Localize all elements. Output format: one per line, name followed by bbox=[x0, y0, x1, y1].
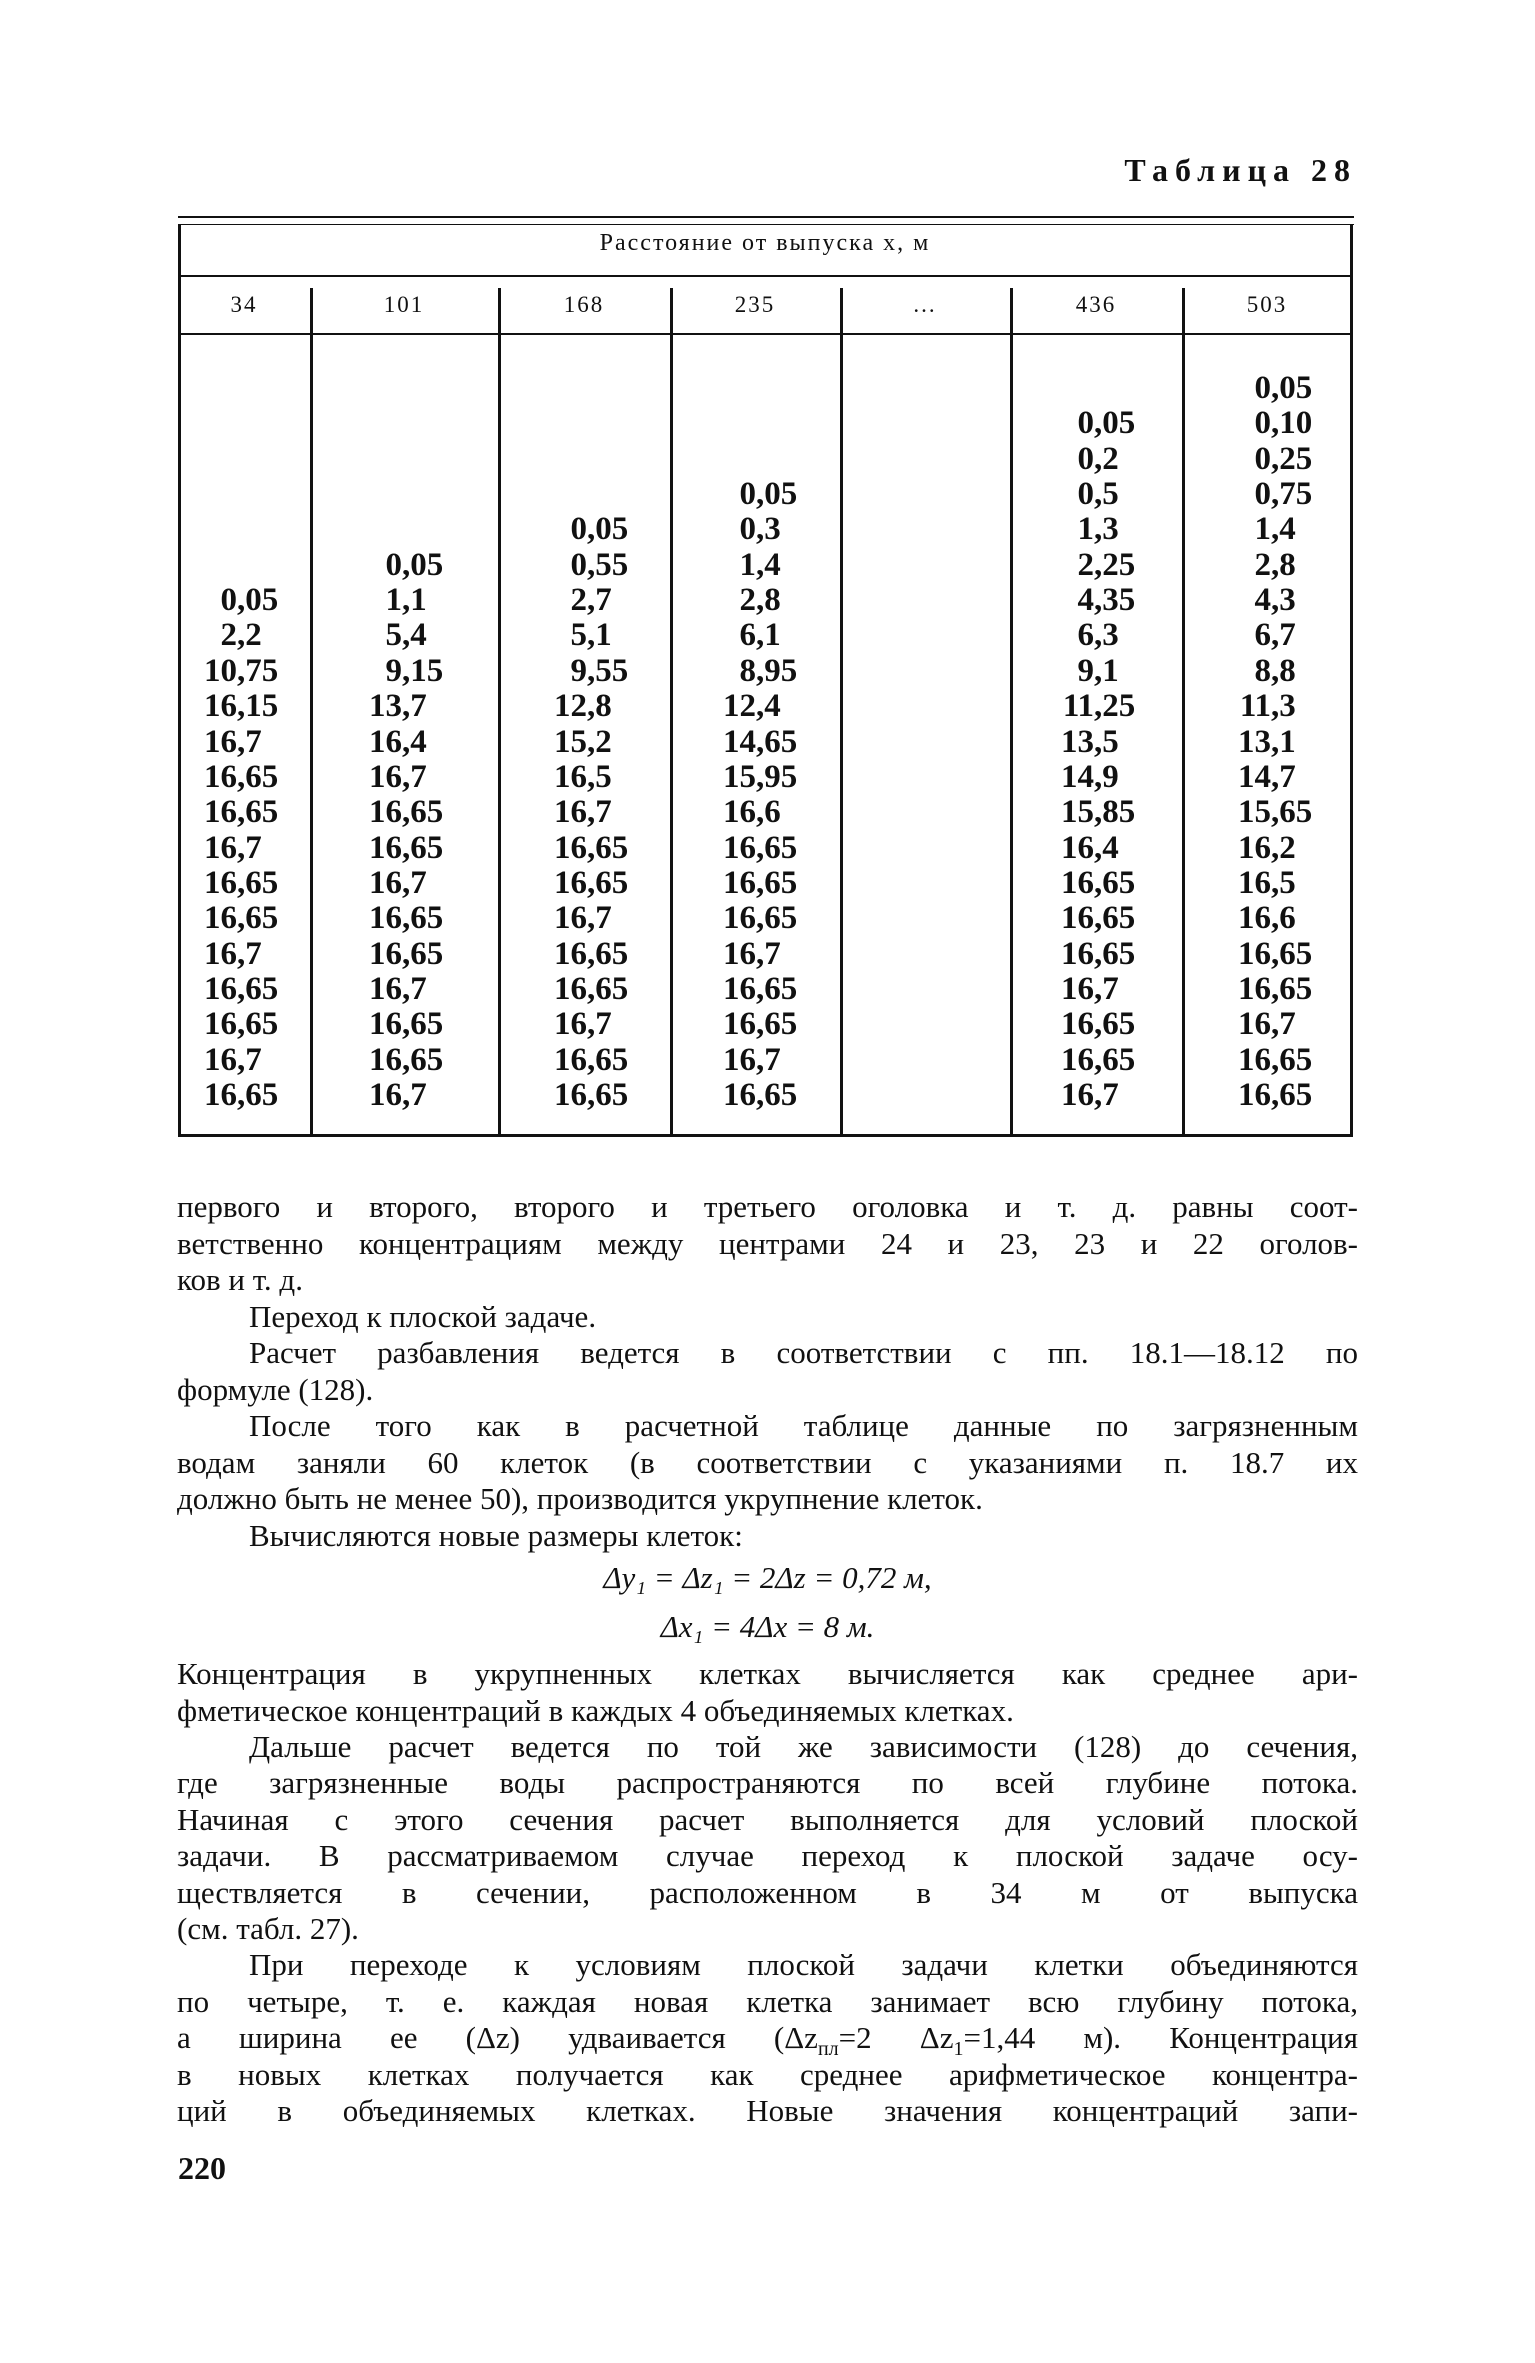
text-line: фметическое концентраций в каждых 4 объединяемых клетках. bbox=[177, 1692, 1014, 1728]
table-right-border bbox=[1350, 224, 1353, 1136]
table-cell: 16,6 bbox=[1238, 900, 1296, 937]
table-cell: 0,05 bbox=[220, 582, 279, 619]
text-line: После того как в расчетной таблице данные по загрязненным bbox=[249, 1408, 1358, 1443]
table-cell: 4,3 bbox=[1254, 582, 1296, 619]
text-line: Переход к плоской задаче. bbox=[249, 1298, 597, 1334]
column-header: 34 bbox=[230, 292, 258, 317]
table-cell: 16,7 bbox=[1238, 1006, 1296, 1043]
table-cell: 16,4 bbox=[369, 723, 427, 760]
table-cell: 16,7 bbox=[1061, 1077, 1119, 1113]
column-header: 168 bbox=[563, 292, 605, 317]
table-cell: 16,65 bbox=[554, 970, 629, 1007]
table-cell: 0,05 bbox=[1077, 405, 1136, 442]
table-cell: 16,65 bbox=[554, 864, 629, 901]
table-cell: 2,7 bbox=[570, 582, 612, 619]
table-cell: 1,4 bbox=[739, 546, 781, 583]
table-cell: 6,1 bbox=[739, 617, 781, 654]
table-cell: 14,7 bbox=[1238, 758, 1296, 795]
table-cell: 5,4 bbox=[385, 617, 427, 654]
table-cell: 16,65 bbox=[1238, 970, 1313, 1007]
table-cell: 16,65 bbox=[1238, 935, 1313, 972]
text-line: Концентрация в укрупненных клетках вычисляется как среднее ари- bbox=[177, 1656, 1358, 1691]
column-header-divider bbox=[178, 333, 1353, 335]
text-line: должно быть не менее 50), производится укрупнение клеток. bbox=[177, 1481, 983, 1516]
table-cell: 2,2 bbox=[220, 617, 262, 654]
header-divider bbox=[178, 275, 1353, 277]
table-cell: 16,7 bbox=[204, 723, 262, 760]
table-bottom-rule bbox=[178, 1134, 1353, 1137]
table-cell: 11,25 bbox=[1062, 688, 1136, 725]
table-cell: 13,1 bbox=[1238, 723, 1296, 760]
text-part: а ширина ее (Δz) удваивается (Δz bbox=[177, 2020, 818, 2055]
table-cell: 14,65 bbox=[723, 723, 798, 760]
table-cell: 16,7 bbox=[554, 1006, 612, 1043]
table-cell: 16,7 bbox=[369, 758, 427, 795]
table-cell: 16,65 bbox=[1238, 1041, 1313, 1078]
text-line: Начиная с этого сечения расчет выполняется для условий плоской bbox=[177, 1801, 1358, 1837]
table-cell: 16,2 bbox=[1238, 829, 1296, 866]
table-cell: 16,65 bbox=[554, 935, 629, 972]
table-cell: 16,5 bbox=[554, 758, 612, 795]
text-line: ществляется в сечении, расположенном в 34 м от выпуска bbox=[177, 1874, 1358, 1910]
table-cell: 13,7 bbox=[369, 688, 427, 725]
table-cell: 8,8 bbox=[1254, 652, 1296, 689]
table-cell: 2,8 bbox=[739, 582, 781, 619]
column-header: 503 bbox=[1246, 292, 1288, 317]
table-cell: 1,4 bbox=[1254, 511, 1296, 548]
text-line: Дальше расчет ведется по той же зависимости (128) до сечения, bbox=[249, 1728, 1358, 1764]
formula-dy: Δy₁ = Δz₁ = 2Δz = 0,72 м, bbox=[603, 1560, 932, 1595]
table-cell: 16,65 bbox=[723, 1077, 798, 1113]
text-line: в новых клетках получается как среднее арифметическое концентра- bbox=[177, 2056, 1358, 2092]
table-cell: 0,2 bbox=[1077, 440, 1119, 477]
table-cell: 9,15 bbox=[385, 652, 444, 689]
table-cell: 16,7 bbox=[554, 900, 612, 937]
table-cell: 0,05 bbox=[739, 476, 798, 513]
table-cell: 16,7 bbox=[554, 794, 612, 831]
table-cell: 0,55 bbox=[570, 546, 629, 583]
table-cell: 16,65 bbox=[369, 935, 444, 972]
table-cell: 16,65 bbox=[554, 829, 629, 866]
text-line: ветственно концентрациям между центрами 24 и 23, 23 и 22 оголов- bbox=[177, 1225, 1358, 1261]
table-cell: 16,65 bbox=[369, 1006, 444, 1043]
table-cell: 16,5 bbox=[1238, 864, 1296, 901]
table-cell: 16,65 bbox=[723, 900, 798, 937]
table-cell: 0,05 bbox=[385, 546, 444, 583]
text-part: =2 Δz bbox=[838, 2020, 954, 2055]
table-cell: 16,65 bbox=[1061, 864, 1136, 901]
table-cell: 6,3 bbox=[1077, 617, 1119, 654]
table-cell: 16,65 bbox=[723, 829, 798, 866]
table-cell: 11,3 bbox=[1239, 688, 1296, 725]
text-line-with-subscripts bbox=[177, 2020, 1358, 2061]
text-line: (см. табл. 27). bbox=[177, 1911, 359, 1946]
table-cell: 16,65 bbox=[204, 864, 279, 901]
table-cell: 16,65 bbox=[204, 758, 279, 795]
table-cell: 0,05 bbox=[1254, 370, 1313, 406]
table-cell: 10,75 bbox=[204, 652, 279, 689]
table-cell: 2,25 bbox=[1077, 546, 1136, 583]
table-cell: 12,4 bbox=[723, 688, 781, 725]
table-cell: 6,7 bbox=[1254, 617, 1296, 654]
column-divider bbox=[840, 288, 843, 1136]
table-cell: 15,85 bbox=[1061, 794, 1136, 831]
subscript: 1 bbox=[953, 2038, 964, 2061]
table-cell: 15,2 bbox=[554, 723, 612, 760]
table-cell: 16,65 bbox=[1061, 1041, 1136, 1078]
table-cell: 5,1 bbox=[570, 617, 612, 654]
table-cell: 16,65 bbox=[369, 900, 444, 937]
table-title: Таблица 28 bbox=[1124, 152, 1357, 188]
table-cell: 16,65 bbox=[723, 864, 798, 901]
column-header: 101 bbox=[383, 292, 425, 317]
table-cell: 16,65 bbox=[1061, 900, 1136, 937]
table-cell: 16,7 bbox=[723, 1041, 781, 1078]
text-part: =1,44 м). Концентрация bbox=[963, 2020, 1358, 2055]
table-cell: 16,65 bbox=[1061, 1006, 1136, 1043]
table-cell: 16,65 bbox=[204, 1006, 279, 1043]
table-cell: 16,7 bbox=[369, 970, 427, 1007]
table-cell: 16,7 bbox=[204, 935, 262, 972]
table-cell: 13,5 bbox=[1061, 723, 1119, 760]
table-cell: 0,10 bbox=[1254, 405, 1313, 442]
table-cell: 16,7 bbox=[369, 1077, 427, 1113]
formula-dx: Δx₁ = 4Δx = 8 м. bbox=[660, 1609, 875, 1644]
table-cell: 16,65 bbox=[554, 1077, 629, 1113]
page-number: 220 bbox=[178, 2150, 226, 2186]
table-cell: 1,3 bbox=[1077, 511, 1119, 548]
text-line: При переходе к условиям плоской задачи клетки объединяются bbox=[249, 1947, 1358, 1982]
table-cell: 16,65 bbox=[204, 900, 279, 937]
text-line: водам заняли 60 клеток (в соответствии с указаниями п. 18.7 их bbox=[177, 1444, 1358, 1480]
table-cell: 1,1 bbox=[385, 582, 427, 619]
table-cell: 16,65 bbox=[723, 1006, 798, 1043]
table-cell: 0,3 bbox=[739, 511, 781, 548]
text-line: первого и второго, второго и третьего оголовка и т. д. равны соот- bbox=[177, 1189, 1358, 1224]
table-cell: 16,65 bbox=[723, 970, 798, 1007]
table-cell: 2,8 bbox=[1254, 546, 1296, 583]
table-cell: 16,65 bbox=[1238, 1077, 1313, 1113]
table-cell: 16,65 bbox=[369, 794, 444, 831]
text-line: формуле (128). bbox=[177, 1371, 374, 1407]
table-cell: 0,5 bbox=[1077, 476, 1119, 513]
table-cell: 0,75 bbox=[1254, 476, 1313, 513]
table-cell: 16,65 bbox=[369, 829, 444, 866]
table-cell: 16,65 bbox=[204, 1077, 279, 1113]
table-cell: 0,05 bbox=[570, 511, 629, 548]
column-header: 235 bbox=[734, 292, 776, 317]
paragraph-block-3 bbox=[177, 1947, 1358, 2130]
table-cell: 16,65 bbox=[554, 1041, 629, 1078]
subscript: пл bbox=[817, 2038, 839, 2061]
table-cell: 15,95 bbox=[723, 758, 798, 795]
table-cell: 9,55 bbox=[570, 652, 629, 689]
table-cell: 16,65 bbox=[369, 1041, 444, 1078]
text-line: Вычисляются новые размеры клеток: bbox=[249, 1517, 743, 1553]
text-line: где загрязненные воды распространяются по всей глубине потока. bbox=[177, 1765, 1358, 1800]
table-cell: 16,6 bbox=[723, 794, 781, 831]
table-top-rule bbox=[178, 216, 1354, 218]
table-cell: 8,95 bbox=[739, 652, 798, 689]
table-cell: 0,25 bbox=[1254, 440, 1313, 477]
text-line: ций в объединяемых клетках. Новые значения концентраций запи- bbox=[177, 2093, 1358, 2128]
table-box-top bbox=[178, 224, 1354, 225]
distance-header: Расстояние от выпуска x, м bbox=[599, 230, 931, 256]
table-cell: 16,7 bbox=[1061, 970, 1119, 1007]
table-cell: 4,35 bbox=[1077, 582, 1136, 619]
table-cell: 16,7 bbox=[204, 1041, 262, 1078]
text-line: ков и т. д. bbox=[177, 1262, 303, 1297]
table-cell: 16,7 bbox=[204, 829, 262, 866]
column-header: ... bbox=[913, 292, 937, 317]
table-cell: 9,1 bbox=[1077, 652, 1119, 689]
table-cell: 16,65 bbox=[1061, 935, 1136, 972]
table-cell: 16,7 bbox=[369, 864, 427, 901]
text-line: по четыре, т. е. каждая новая клетка занимает всю глубину потока, bbox=[177, 1983, 1358, 2019]
paragraph-block-2 bbox=[177, 1656, 1358, 1947]
table-cell: 16,65 bbox=[204, 794, 279, 831]
table-cell: 16,7 bbox=[723, 935, 781, 972]
text-line: задачи. В рассматриваемом случае переход к плоской задаче осу- bbox=[177, 1838, 1358, 1873]
table-cell: 14,9 bbox=[1061, 758, 1119, 795]
table-cell: 16,4 bbox=[1061, 829, 1119, 866]
text-line: Расчет разбавления ведется в соответствии с пп. 18.1—18.12 по bbox=[249, 1335, 1358, 1370]
table-cell: 16,65 bbox=[204, 970, 279, 1007]
table-cell: 16,15 bbox=[204, 688, 279, 725]
paragraph-block-1 bbox=[177, 1189, 1358, 1554]
column-header: 436 bbox=[1075, 292, 1117, 317]
table-cell: 12,8 bbox=[554, 688, 612, 725]
table-cell: 15,65 bbox=[1238, 794, 1313, 831]
